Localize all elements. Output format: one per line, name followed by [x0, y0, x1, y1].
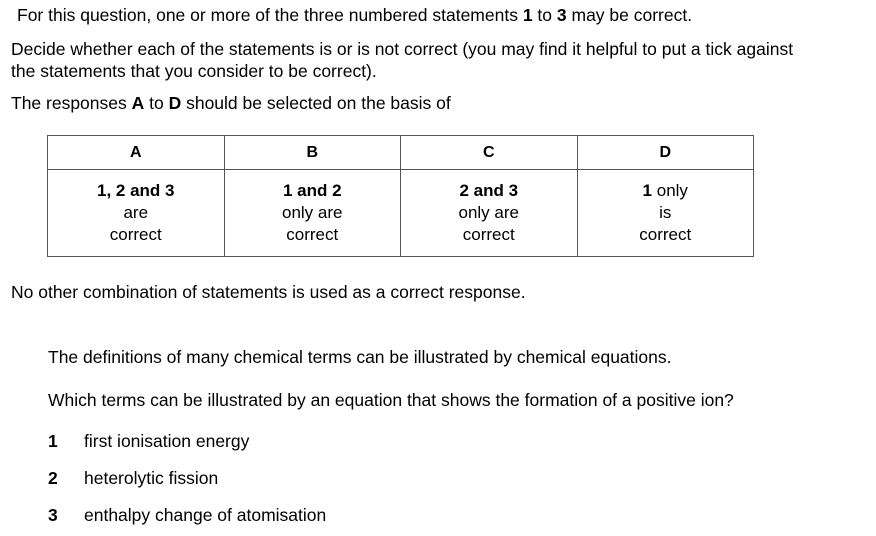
response-cell-b [224, 170, 401, 257]
response-header-b: B [224, 136, 401, 170]
response-cell-c [401, 170, 578, 257]
response-cell-a [48, 170, 225, 257]
cell-bold-text: 1 and 2 [282, 181, 342, 200]
statement-text: first ionisation energy [84, 431, 250, 451]
statement-text: enthalpy change of atomisation [84, 505, 327, 525]
question-stem: The definitions of many chemical terms can be illustrated by chemical equations. [48, 347, 672, 367]
instructions-text: should be selected on the basis of [181, 93, 451, 113]
cell-text: only [652, 181, 688, 200]
response-header-d: D [577, 136, 754, 170]
cell-text: correct [286, 225, 339, 244]
response-key-table [47, 135, 754, 257]
cell-bold-text: 1, 2 and 3 [97, 181, 175, 200]
cell-text: are [123, 203, 149, 222]
instructions-line-1 [17, 4, 692, 26]
instructions-line-3 [11, 92, 451, 114]
cell-text: only are [458, 203, 519, 222]
instructions-line-2 [11, 38, 793, 82]
statement-1 [48, 430, 249, 452]
instructions-text: For this question, one or more of the three numbered statements [17, 5, 523, 25]
cell-text: correct [639, 225, 692, 244]
statement-3 [48, 504, 326, 526]
cell-bold-text: 1 [642, 181, 653, 200]
table-header-row [48, 136, 754, 170]
response-header-c: C [401, 136, 578, 170]
cell-text: correct [109, 225, 162, 244]
statement-number: 3 [48, 505, 58, 525]
instructions-text: to [532, 5, 557, 25]
table-row [48, 170, 754, 257]
response-letter: D [168, 93, 182, 113]
response-letter: A [131, 93, 145, 113]
cell-text: correct [462, 225, 515, 244]
statement-2 [48, 467, 218, 489]
response-header-a: A [48, 136, 225, 170]
statement-number: 2 [48, 468, 58, 488]
instructions-text: the statements that you consider to be correct). [11, 61, 377, 81]
response-cell-d [577, 170, 754, 257]
statement-number: 1 [522, 5, 533, 25]
statement-text: heterolytic fission [84, 468, 219, 488]
statement-number: 3 [556, 5, 567, 25]
statement-number: 1 [48, 431, 58, 451]
instructions-text: Decide whether each of the statements is or is not correct (you may find it helpful to put a tick against [11, 39, 794, 59]
instructions-text: The responses [11, 93, 132, 113]
instructions-text: to [144, 93, 169, 113]
no-other-combination-note: No other combination of statements is used as a correct response. [11, 282, 526, 302]
instructions-text: may be correct. [566, 5, 693, 25]
cell-text: is [659, 203, 672, 222]
cell-text: only are [282, 203, 343, 222]
cell-bold-text: 2 and 3 [459, 181, 519, 200]
question-prompt: Which terms can be illustrated by an equation that shows the formation of a positive ion? [48, 390, 734, 410]
